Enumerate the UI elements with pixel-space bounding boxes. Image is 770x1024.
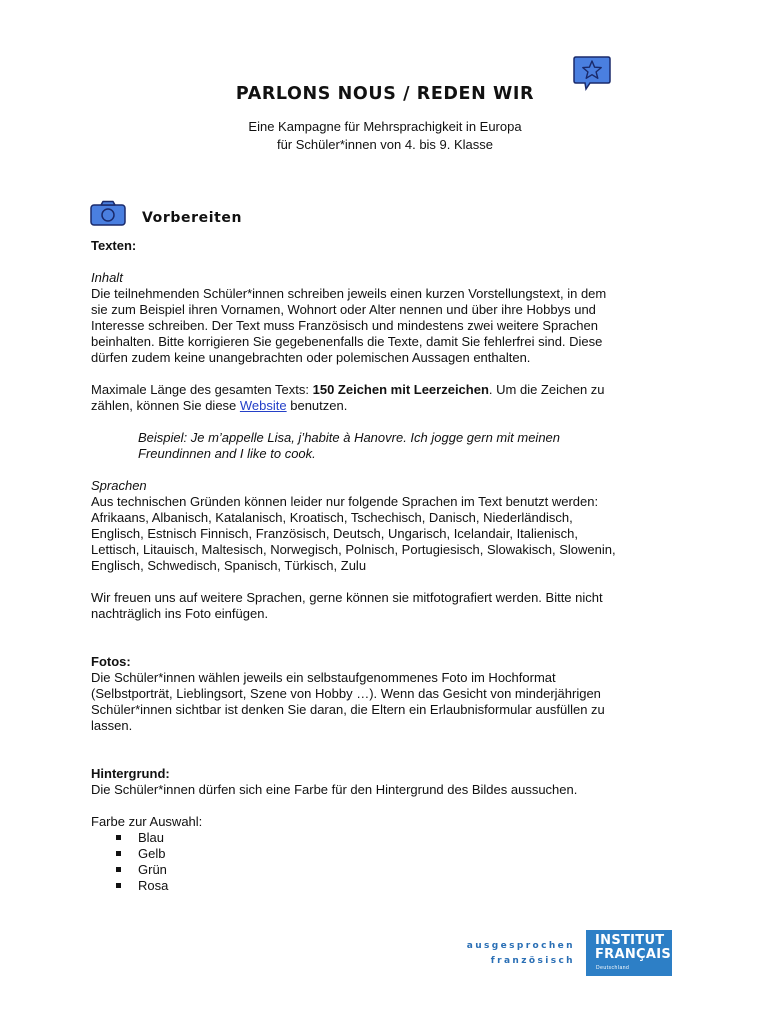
inhalt-line: Die teilnehmenden Schüler*innen schreiben jeweils einen kurzen Vorstellungstext, in dem (91, 286, 607, 301)
logo-line-3: Deutschland (596, 965, 630, 971)
sprachen-label: Sprachen (91, 478, 147, 493)
subtitle-line-2: für Schüler*innen von 4. bis 9. Klasse (276, 137, 494, 152)
max-length-line (91, 382, 671, 398)
fotos-line: (Selbstporträt, Lieblingsort, Szene von Hobby …). Wenn das Gesicht von minderjährigen (91, 686, 601, 701)
inhalt-label: Inhalt (91, 270, 123, 285)
inhalt-line: dürfen zudem keine unangebrachten oder polemischen Aussagen enthalten. (91, 350, 531, 365)
website-link[interactable]: Website (239, 398, 287, 413)
sprachen-line: Aus technischen Gründen können leider nur folgende Sprachen im Text benutzt werden: (91, 494, 599, 509)
color-list (91, 830, 671, 894)
max-length-suffix: . Um die Zeichen zu (488, 382, 605, 397)
inhalt-line: Interesse schreiben. Der Text muss Französisch und mindestens zwei weitere Sprachen (91, 318, 598, 333)
sprachen-line: Englisch, Schwedisch, Spanisch, Türkisch, Zulu (91, 558, 367, 573)
hintergrund-heading: Hintergrund: (91, 766, 170, 781)
list-item: Gelb (91, 846, 671, 862)
example-line: Beispiel: Je m’appelle Lisa, j’habite à Hanovre. Ich jogge gern mit meinen (138, 430, 561, 445)
counter-prefix: zählen, können Sie diese (91, 398, 240, 413)
sprachen-line: Englisch, Estnisch Finnisch, Französisch, Deutsch, Ungarisch, Icelandair, Italienisch, (91, 526, 578, 541)
document-body (91, 238, 671, 894)
farbe-label: Farbe zur Auswahl: (91, 814, 203, 829)
inhalt-line: sie zum Beispiel ihren Vornamen, Wohnort oder Alter nennen und über ihre Hobbys und (91, 302, 596, 317)
counter-suffix: benutzen. (286, 398, 348, 413)
weitere-line: nachträglich ins Foto einfügen. (91, 606, 269, 621)
sprachen-line: Afrikaans, Albanisch, Katalanisch, Kroatisch, Tschechisch, Danisch, Niederländisch, (91, 510, 573, 525)
footer-tagline-1: ausgesprochen (466, 941, 575, 951)
logo-line-2: FRANÇAIS (595, 947, 672, 962)
list-item: Blau (91, 830, 671, 846)
fotos-heading: Fotos: (91, 654, 131, 669)
list-item: Rosa (91, 878, 671, 894)
section-heading: Vorbereiten (142, 210, 243, 226)
subtitle-line-1: Eine Kampagne für Mehrsprachigkeit in Europa (248, 119, 522, 134)
list-item: Grün (91, 862, 671, 878)
footer-tagline-2: französisch (490, 956, 575, 966)
hintergrund-line: Die Schüler*innen dürfen sich eine Farbe für den Hintergrund des Bildes aussuchen. (91, 782, 578, 797)
character-counter-line (91, 398, 671, 414)
camera-icon (90, 200, 126, 226)
fotos-line: lassen. (91, 718, 133, 733)
weitere-line: Wir freuen uns auf weitere Sprachen, gerne können sie mitfotografiert werden. Bitte nicht (91, 590, 603, 605)
example-line: Freundinnen and I like to cook. (138, 446, 316, 461)
fotos-line: Schüler*innen sichtbar ist denken Sie daran, die Eltern ein Erlaubnisformular ausfüllen zu (91, 702, 605, 717)
inhalt-line: beinhalten. Bitte korrigieren Sie gegebenenfalls die Texte, damit Sie fehlerfrei sind. Diese (91, 334, 603, 349)
logo-line-1: INSTITUT (595, 933, 665, 948)
max-length-prefix: Maximale Länge des gesamten Texts: (91, 382, 313, 397)
institut-francais-logo (586, 930, 672, 976)
page-title: PARLONS NOUS / REDEN WIR (235, 84, 535, 104)
sprachen-line: Lettisch, Litauisch, Maltesisch, Norwegisch, Polnisch, Portugiesisch, Slowakisch, Slowenin, (91, 542, 616, 557)
fotos-line: Die Schüler*innen wählen jeweils ein selbstaufgenommenes Foto im Hochformat (91, 670, 556, 685)
texten-heading: Texten: (91, 238, 137, 253)
max-length-value: 150 Zeichen mit Leerzeichen (312, 382, 489, 397)
